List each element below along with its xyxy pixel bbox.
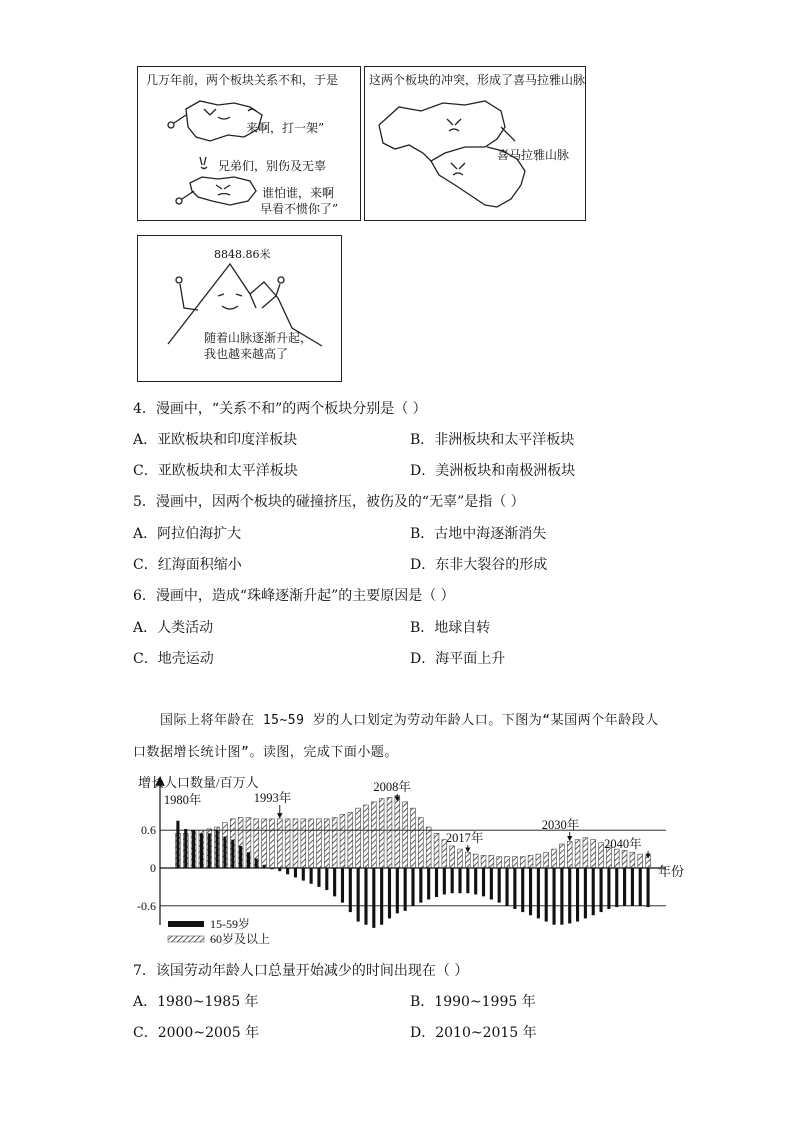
bar-15-59 xyxy=(192,830,195,868)
panel1-caption: 几万年前，两个板块关系不和，于是 xyxy=(146,73,339,87)
bar-60-plus xyxy=(262,819,267,868)
panel3-speech-1: 随着山脉逐渐升起， xyxy=(204,331,313,345)
bar-15-59 xyxy=(388,868,391,918)
bar-60-plus xyxy=(395,796,400,868)
bar-15-59 xyxy=(584,868,587,918)
bar-60-plus xyxy=(293,819,298,868)
bar-60-plus xyxy=(458,849,463,868)
bar-60-plus xyxy=(465,852,470,868)
bar-15-59 xyxy=(552,868,555,925)
bar-60-plus xyxy=(512,857,517,868)
bar-60-plus xyxy=(434,833,439,868)
bar-60-plus xyxy=(528,855,533,868)
annotation-year-label: 1980年 xyxy=(163,793,202,807)
panel1-speech-c1: 谁怕谁，来啊 xyxy=(262,186,335,200)
bar-15-59 xyxy=(607,868,610,909)
bar-60-plus xyxy=(285,819,290,868)
intro-line-1: 国际上将年龄在 15~59 岁的人口划定为劳动年龄人口。下图为“某国两个年龄段人 xyxy=(160,713,659,728)
bar-60-plus xyxy=(622,850,627,868)
bar-15-59 xyxy=(302,868,305,881)
bar-15-59 xyxy=(631,868,634,906)
intro-line-2: 口数据增长统计图”。读图，完成下面小题。 xyxy=(133,745,398,760)
panel1-speech-b: 兄弟们，别伤及无辜 xyxy=(218,159,327,173)
bar-15-59 xyxy=(239,846,242,868)
bar-15-59 xyxy=(216,830,219,868)
bar-60-plus xyxy=(536,854,541,868)
annotation-year-label: 2008年 xyxy=(373,780,411,794)
annotation-year-label: 2017年 xyxy=(445,831,484,845)
legend-swatch-15-59 xyxy=(168,921,204,927)
bar-15-59 xyxy=(451,868,454,893)
bar-15-59 xyxy=(427,868,430,900)
bar-15-59 xyxy=(380,868,383,925)
question-6-option-a[interactable]: A．人类活动 xyxy=(133,620,214,636)
y-tick-label: -0.6 xyxy=(137,898,156,913)
bar-15-59 xyxy=(592,868,595,915)
bar-15-59 xyxy=(223,837,226,869)
bar-15-59 xyxy=(364,868,367,925)
bar-60-plus xyxy=(364,805,369,868)
bar-60-plus xyxy=(317,819,322,868)
bar-15-59 xyxy=(443,868,446,894)
bar-15-59 xyxy=(294,868,297,877)
bar-15-59 xyxy=(513,868,516,909)
bar-60-plus xyxy=(379,799,384,868)
bar-15-59 xyxy=(176,821,179,868)
legend-label-60-plus: 60岁及以上 xyxy=(210,932,271,946)
bar-15-59 xyxy=(341,868,344,903)
plates-collision-drawing xyxy=(365,67,585,220)
question-5-option-d[interactable]: D．东非大裂谷的形成 xyxy=(410,557,548,573)
question-5-option-c[interactable]: C．红海面积缩小 xyxy=(133,557,242,573)
comic-panel-2 xyxy=(364,66,586,221)
bar-60-plus xyxy=(575,840,580,868)
bar-60-plus xyxy=(567,842,572,868)
annotation-year-label: 2030年 xyxy=(541,818,580,832)
panel2-caption: 这两个板块的冲突，形成了喜马拉雅山脉 xyxy=(369,73,586,87)
bar-15-59 xyxy=(333,868,336,896)
question-4-option-b[interactable]: B．非洲板块和太平洋板块 xyxy=(410,432,575,448)
bar-15-59 xyxy=(466,868,469,893)
question-7-option-b[interactable]: B．1990~1995 年 xyxy=(410,994,536,1010)
question-6-option-c[interactable]: C．地壳运动 xyxy=(133,651,214,667)
bar-60-plus xyxy=(552,849,557,868)
bar-15-59 xyxy=(325,868,328,890)
bar-15-59 xyxy=(498,868,501,903)
population-growth-chart xyxy=(137,775,685,950)
bar-15-59 xyxy=(568,868,571,923)
bar-15-59 xyxy=(184,829,187,868)
question-4-option-a[interactable]: A．亚欧板块和印度洋板块 xyxy=(133,432,298,448)
bar-15-59 xyxy=(537,868,540,918)
y-tick-label: 0.6 xyxy=(141,823,156,838)
bar-15-59 xyxy=(286,868,289,874)
bar-60-plus xyxy=(489,855,494,868)
bar-15-59 xyxy=(474,868,477,894)
bar-60-plus xyxy=(348,813,353,868)
bar-60-plus xyxy=(638,854,643,868)
bar-15-59 xyxy=(419,868,422,903)
legend-swatch-60-plus xyxy=(168,936,204,942)
bar-60-plus xyxy=(324,819,329,868)
bar-60-plus xyxy=(309,819,314,868)
bar-60-plus xyxy=(583,838,588,868)
comic-panel-3 xyxy=(137,235,342,382)
bar-15-59 xyxy=(435,868,438,897)
panel1-speech-c2: 早看不惯你了” xyxy=(260,202,339,216)
bar-60-plus xyxy=(340,814,345,868)
y-axis-label: 增长人口数量/百万人 xyxy=(138,775,259,790)
bar-60-plus xyxy=(450,846,455,868)
bar-15-59 xyxy=(529,868,532,915)
bar-15-59 xyxy=(411,868,414,906)
bar-60-plus xyxy=(544,852,549,868)
question-7-stem: 7．该国劳动年龄人口总量开始减少的时间出现在（ ） xyxy=(133,963,469,979)
bar-60-plus xyxy=(411,808,416,868)
bar-60-plus xyxy=(371,802,376,868)
question-4-option-d[interactable]: D．美洲板块和南极洲板块 xyxy=(410,463,576,479)
bar-60-plus xyxy=(301,819,306,868)
bar-60-plus xyxy=(403,802,408,868)
bar-15-59 xyxy=(357,868,360,922)
bar-60-plus xyxy=(418,818,423,868)
bar-15-59 xyxy=(208,833,211,868)
bar-60-plus xyxy=(481,855,486,868)
question-7-option-d[interactable]: D．2010~2015 年 xyxy=(410,1025,537,1041)
bar-15-59 xyxy=(545,868,548,922)
bar-15-59 xyxy=(639,868,642,906)
bar-15-59 xyxy=(404,868,407,911)
bar-15-59 xyxy=(317,868,320,887)
bar-15-59 xyxy=(647,868,650,907)
bar-60-plus xyxy=(505,857,510,868)
bar-15-59 xyxy=(482,868,485,896)
bar-60-plus xyxy=(559,844,564,868)
bar-15-59 xyxy=(615,868,618,907)
question-4-stem: 4．漫画中，“关系不和”的两个板块分别是（ ） xyxy=(133,401,427,417)
bar-60-plus xyxy=(520,857,525,868)
bar-60-plus xyxy=(497,857,502,868)
bar-15-59 xyxy=(576,868,579,922)
bar-15-59 xyxy=(560,868,563,925)
annotation-year-label: 1993年 xyxy=(253,791,292,805)
y-tick-label: 0 xyxy=(150,861,156,875)
bar-15-59 xyxy=(200,833,203,868)
bar-60-plus xyxy=(426,827,431,868)
question-6-option-b[interactable]: B．地球自转 xyxy=(410,620,491,636)
bar-60-plus xyxy=(614,849,619,868)
bar-60-plus xyxy=(646,855,651,868)
bar-15-59 xyxy=(458,868,461,893)
bar-15-59 xyxy=(623,868,626,906)
panel3-speech-2: 我也越来越高了 xyxy=(204,347,289,361)
bar-60-plus xyxy=(599,843,604,868)
bar-60-plus xyxy=(332,818,337,868)
question-7-option-c[interactable]: C．2000~2005 年 xyxy=(133,1025,260,1041)
question-5-stem: 5．漫画中，因两个板块的碰撞挤压，被伤及的“无辜”是指（ ） xyxy=(133,494,525,510)
legend-label-15-59: 15-59岁 xyxy=(210,917,250,931)
bar-15-59 xyxy=(372,868,375,928)
question-4-option-c[interactable]: C．亚欧板块和太平洋板块 xyxy=(133,463,298,479)
bar-15-59 xyxy=(396,868,399,913)
question-6-stem: 6．漫画中，造成“珠峰逐渐升起”的主要原因是（ ） xyxy=(133,588,455,604)
bar-15-59 xyxy=(247,852,250,868)
panel1-speech-a: 来啊，打一架” xyxy=(246,121,325,135)
bar-60-plus xyxy=(356,808,361,868)
bar-15-59 xyxy=(255,859,258,868)
question-7-option-a[interactable]: A．1980~1985 年 xyxy=(133,994,259,1010)
bar-15-59 xyxy=(310,868,313,884)
question-6-option-d[interactable]: D．海平面上升 xyxy=(410,651,506,667)
question-5-option-b[interactable]: B．古地中海逐渐消失 xyxy=(410,526,547,542)
bar-60-plus xyxy=(473,854,478,868)
bar-60-plus xyxy=(270,819,275,868)
bar-15-59 xyxy=(231,840,234,868)
x-axis-label: 年份 xyxy=(658,864,685,879)
bar-15-59 xyxy=(505,868,508,906)
question-5-option-a[interactable]: A．阿拉伯海扩大 xyxy=(133,526,242,542)
bar-60-plus xyxy=(630,852,635,868)
bar-60-plus xyxy=(277,819,282,868)
comic-panel-1 xyxy=(137,66,361,221)
panel2-label: 喜马拉雅山脉 xyxy=(497,148,570,162)
panel3-height: 8848.86米 xyxy=(214,248,271,261)
bar-15-59 xyxy=(490,868,493,900)
annotation-year-label: 2040年 xyxy=(604,837,642,851)
bar-60-plus xyxy=(387,797,392,868)
bar-60-plus xyxy=(591,840,596,868)
